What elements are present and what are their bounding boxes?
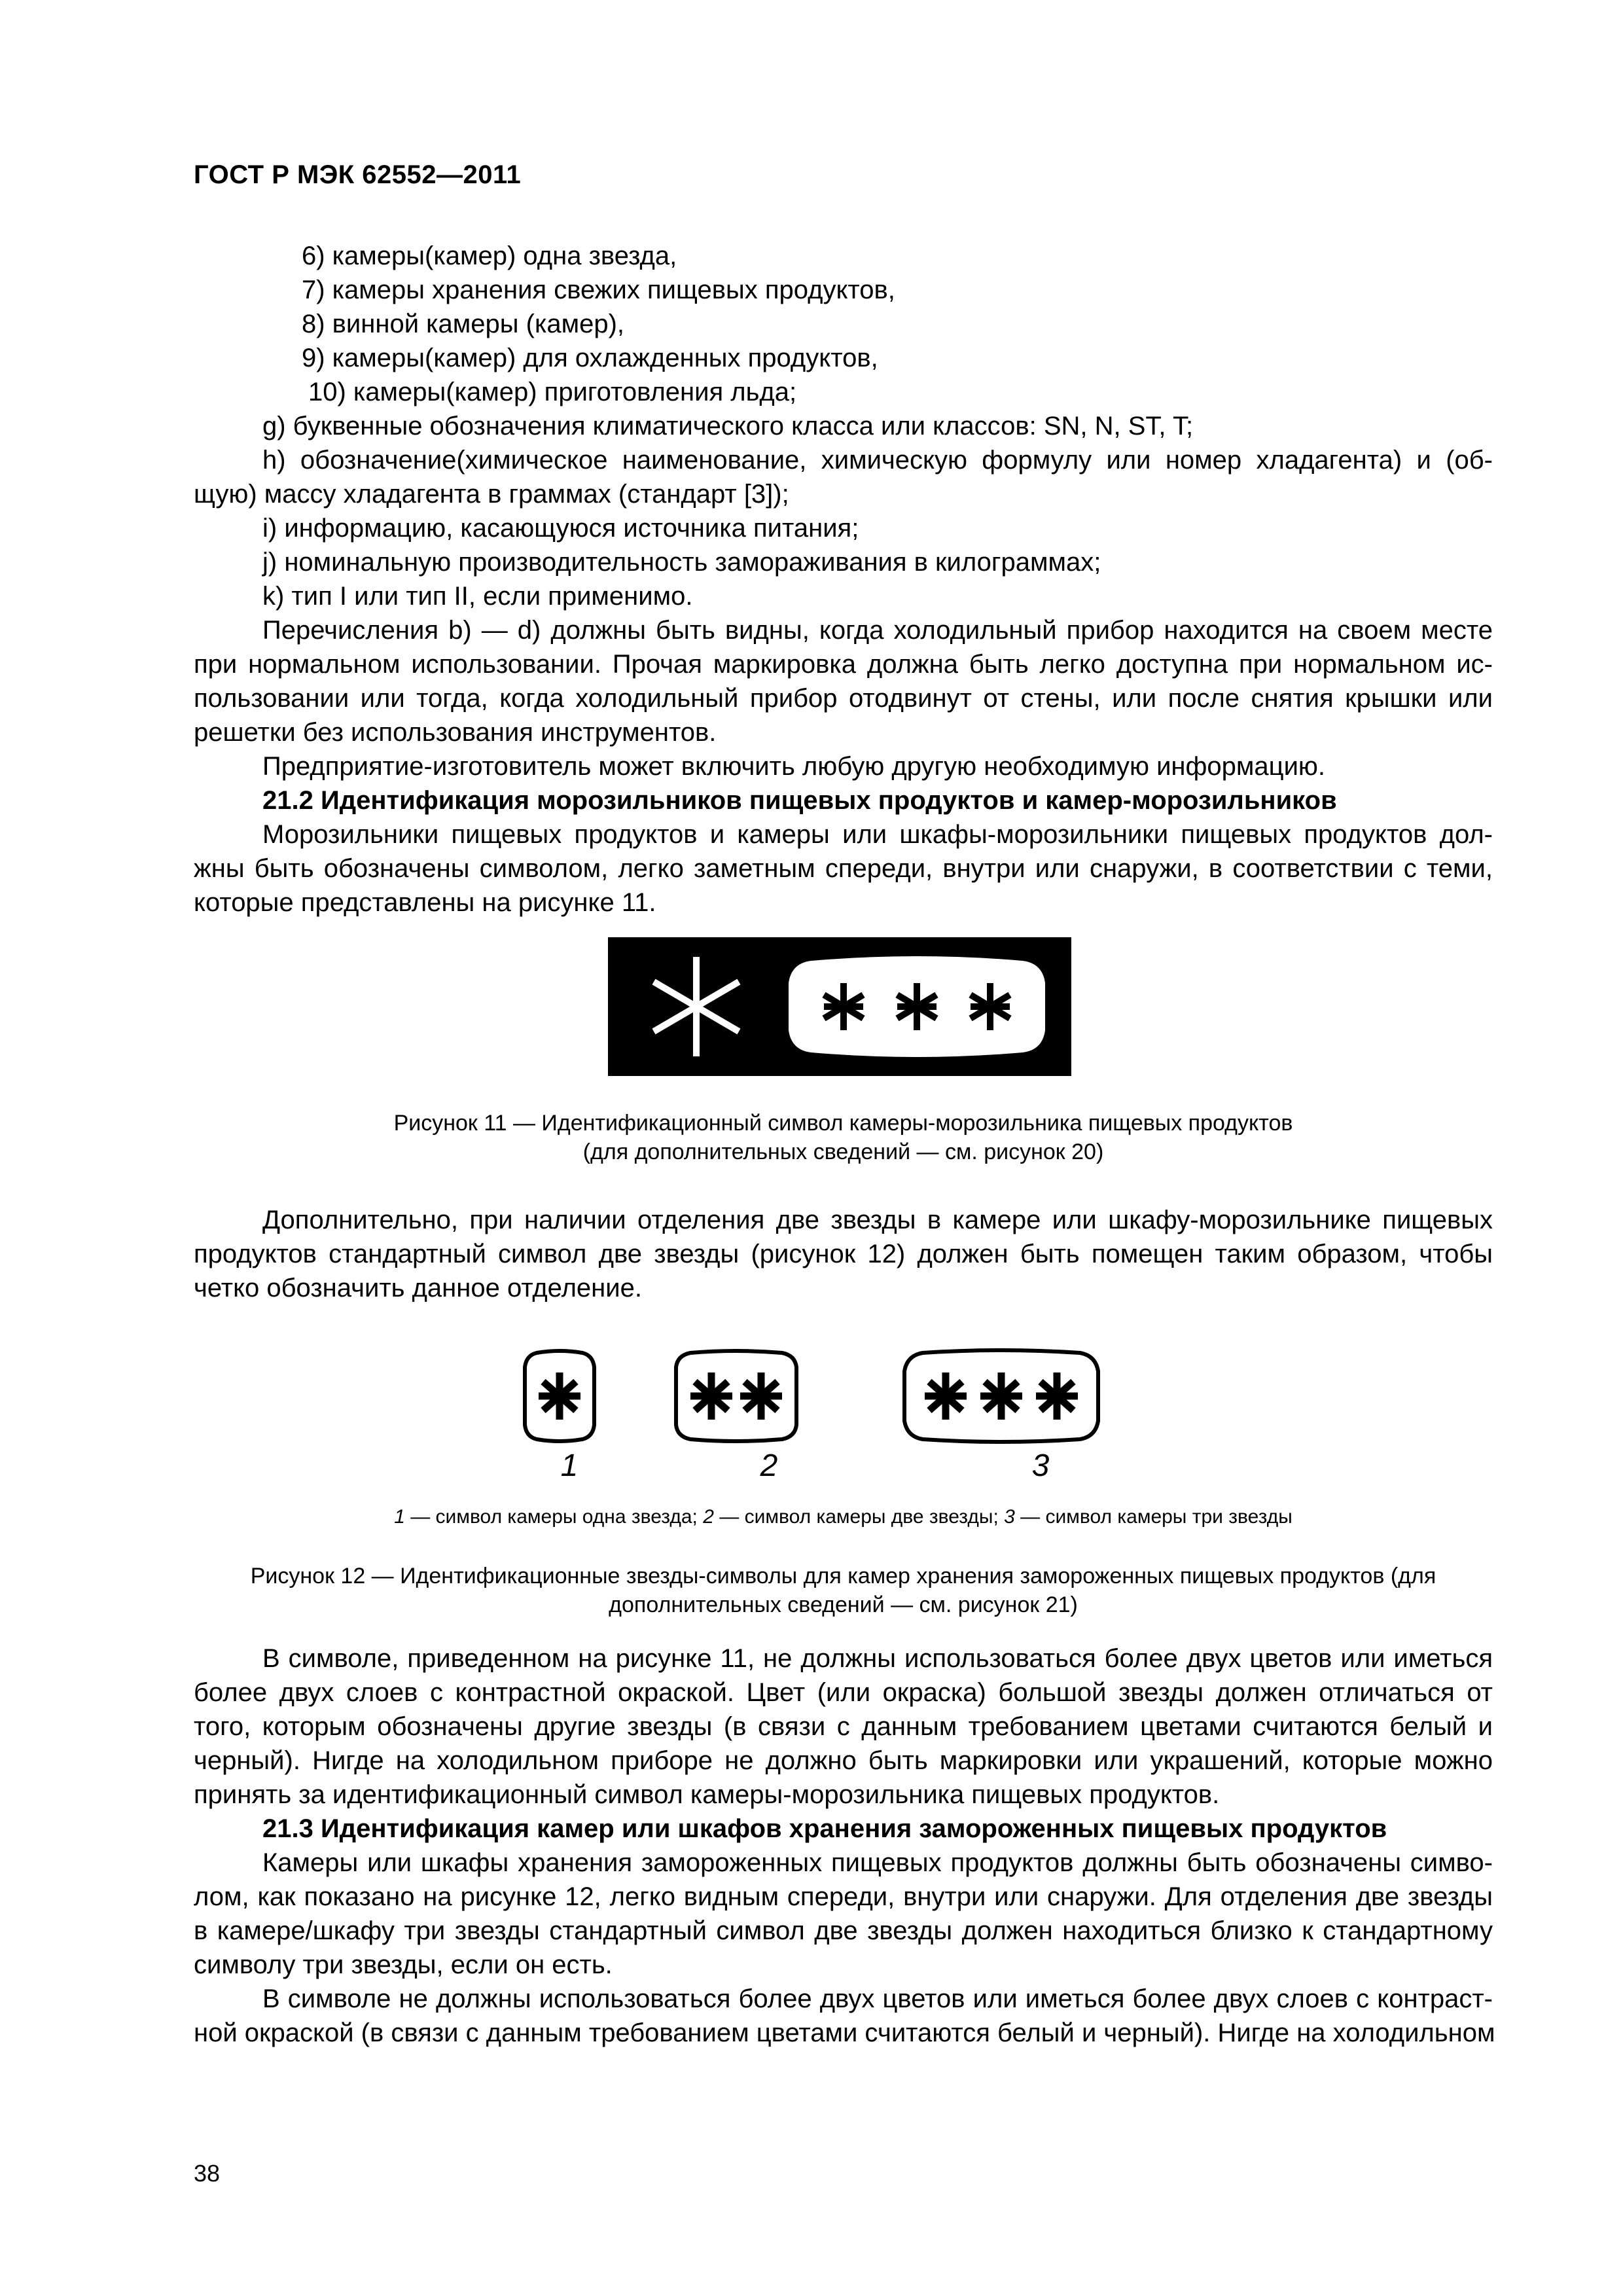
paragraph-line: четко обозначить данное отделение. — [194, 1274, 642, 1302]
paragraph-line: в камере/шкафу три звезды стандартный символ две звезды должен находиться близко к стандартному — [194, 1916, 1493, 1945]
caption-line: (для дополнительных сведений — см. рисунок 20) — [582, 1139, 1104, 1164]
paragraph-line: ной окраской (в связи с данным требованием цветами считаются белый и черный). Нигде на холодильном — [194, 2018, 1495, 2047]
figure-12-star-symbols — [517, 1345, 1185, 1496]
list-item-h: h) обозначение(химическое наименование, химическую формулу или номер хладагента) и (об- — [262, 446, 1493, 475]
star-icon — [925, 1372, 967, 1420]
list-item: 10) камеры(камер) приготовления льда; — [308, 378, 797, 406]
paragraph-line: при нормальном использовании. Прочая маркировка должна быть легко доступна при нормальном ис- — [194, 650, 1493, 679]
paragraph-line: продуктов стандартный символ две звезды (рисунок 12) должен быть помещен таким образом, чтобы — [194, 1240, 1493, 1268]
list-item: 7) камеры хранения свежих пищевых продуктов, — [302, 276, 895, 304]
page-number: 38 — [194, 2160, 221, 2187]
paragraph-line: Предприятие-изготовитель может включить любую другую необходимую информацию. — [262, 752, 1326, 781]
star-icon — [740, 1372, 782, 1420]
paragraph-line: Перечисления b) — d) должны быть видны, когда холодильный прибор находится на своем месте — [262, 616, 1493, 645]
figure-12-label-1: 1 — [560, 1448, 579, 1483]
legend-number: 1 — [394, 1506, 405, 1528]
section-heading-21-2: 21.2 Идентификация морозильников пищевых продуктов и камер-морозильников — [262, 786, 1337, 815]
paragraph-line: В символе, приведенном на рисунке 11, не должны использоваться более двух цветов или иметься — [262, 1644, 1493, 1673]
paragraph-line: пользовании или тогда, когда холодильный прибор отодвинут от стены, или после снятия крышки или — [194, 684, 1493, 713]
legend-text: — символ камеры три звезды — [1014, 1506, 1293, 1528]
paragraph-line: Морозильники пищевых продуктов и камеры или шкафы-морозильники пищевых продуктов дол- — [262, 820, 1493, 849]
paragraph-line: решетки без использования инструментов. — [194, 718, 717, 747]
star-icon — [690, 1372, 732, 1420]
list-item: 9) камеры(камер) для охлажденных продуктов, — [302, 344, 878, 372]
paragraph-symbol-fig11 — [194, 1641, 1493, 2050]
star-icon — [980, 1372, 1022, 1420]
list-item-h-cont: щую) массу хладагента в граммах (стандарт [3]); — [194, 480, 789, 509]
paragraph-line: В символе не должны использоваться более двух цветов или иметься более двух слоев с контраст- — [262, 1984, 1493, 2013]
paragraph-line: которые представлены на рисунке 11. — [194, 888, 656, 917]
list-item: 6) камеры(камер) одна звезда, — [302, 242, 677, 270]
paragraph-line: лом, как показано на рисунке 12, легко видным спереди, внутри или снаружи. Для отделения две звезды — [194, 1882, 1493, 1911]
figure-12-label-3: 3 — [1031, 1448, 1050, 1483]
paragraph-additional — [194, 1203, 1493, 1305]
list-item-g: g) буквенные обозначения климатического класса или классов: SN, N, ST, T; — [262, 412, 1194, 440]
document-header: ГОСТ Р МЭК 62552—2011 — [194, 160, 522, 189]
star-icon — [539, 1372, 580, 1420]
figure-12-label-2: 2 — [760, 1448, 778, 1483]
numbered-list — [194, 239, 1493, 920]
paragraph-line: более двух слоев с контрастной окраской. Цвет (или окраска) большой звезды должен отличаться от — [194, 1678, 1493, 1707]
figure-12-legend — [194, 1504, 1493, 1530]
paragraph-line: Камеры или шкафы хранения замороженных пищевых продуктов должны быть обозначены симво- — [262, 1848, 1493, 1877]
star-icon — [1036, 1372, 1078, 1420]
legend-text: — символ камеры одна звезда; — [404, 1506, 704, 1528]
list-item-j: j) номинальную производительность замораживания в килограммах; — [262, 548, 1101, 577]
paragraph-line: символу три звезды, если он есть. — [194, 1950, 613, 1979]
section-heading-21-3: 21.3 Идентификация камер или шкафов хранения замороженных пищевых продуктов — [262, 1814, 1387, 1843]
paragraph-line: черный). Нигде на холодильном приборе не должно быть маркировки или украшений, которые можно — [194, 1746, 1493, 1775]
figure-11-caption — [194, 1109, 1493, 1166]
caption-line: дополнительных сведений — см. рисунок 21) — [609, 1592, 1078, 1617]
legend-number: 3 — [1004, 1506, 1015, 1528]
figure-11-freezer-symbol — [608, 937, 1071, 1076]
paragraph-line: принять за идентификационный символ камеры-морозильника пищевых продуктов. — [194, 1780, 1220, 1809]
list-item: 8) винной камеры (камер), — [302, 310, 625, 338]
list-item-i: i) информацию, касающуюся источника питания; — [262, 514, 859, 543]
paragraph-line: Дополнительно, при наличии отделения две звезды в камере или шкафу-морозильнике пищевых — [262, 1206, 1493, 1234]
paragraph-line: того, которым обозначены другие звезды (в связи с данным требованием цветами считаются белый и — [194, 1712, 1493, 1741]
caption-line: Рисунок 11 — Идентификационный символ камеры-морозильника пищевых продуктов — [393, 1111, 1293, 1136]
legend-text: — символ камеры две звезды; — [713, 1506, 1005, 1528]
caption-line: Рисунок 12 — Идентификационные звезды-символы для камер хранения замороженных пищевых продуктов (для — [250, 1564, 1436, 1588]
legend-number: 2 — [703, 1506, 714, 1528]
paragraph-line: жны быть обозначены символом, легко заметным спереди, внутри или снаружи, в соответствии с теми, — [194, 854, 1493, 883]
list-item-k: k) тип I или тип II, если применимо. — [262, 582, 693, 611]
figure-12-caption — [194, 1562, 1493, 1619]
